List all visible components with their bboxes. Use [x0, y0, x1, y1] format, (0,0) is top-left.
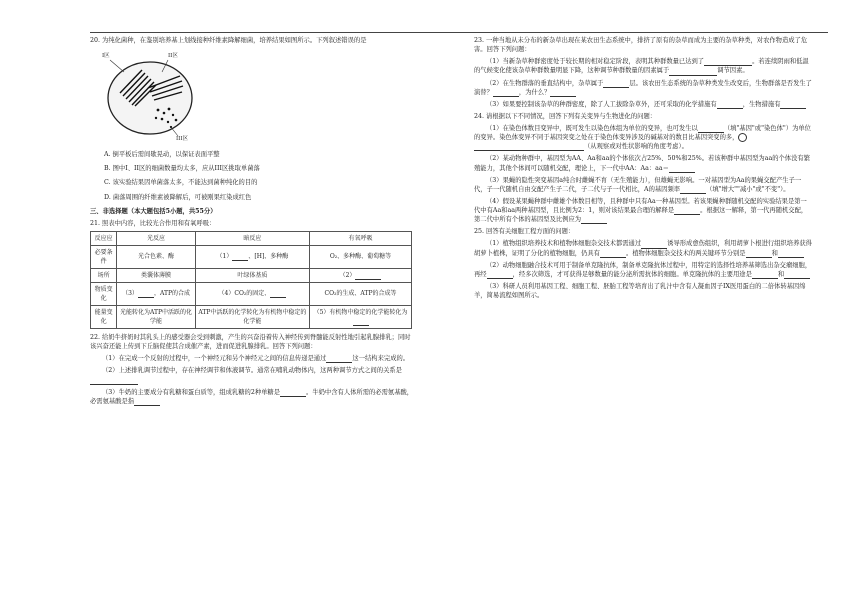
answer-blank[interactable]: [90, 378, 138, 385]
table-cell: （3） ，ATP的合成: [117, 282, 196, 305]
table-cell: 类囊体薄膜: [117, 268, 196, 282]
q25-part-3: （3）科研人员利用基因工程、细胞工程、胚胎工程等培育出了乳汁中含有人凝血因子IX医用蛋白的二倍体转基因绵羊，简易流程如图所示。: [474, 282, 806, 299]
answer-blank[interactable]: [746, 251, 772, 258]
answer-blank[interactable]: [680, 187, 706, 194]
q22-stem: 22. 给奶牛挤奶时其乳头上的感受器会受到刺激，产生的兴奋沿着传入神经传到脊髓能反射性地引起乳腺排乳；同时该兴奋还能上传到下丘脑促使其合成催产素，进而促进乳腺排乳。回答下列问题：: [90, 333, 411, 350]
table-row: [91, 245, 412, 268]
answer-blank-2[interactable]: [355, 273, 381, 280]
answer-blank-3[interactable]: [138, 291, 154, 298]
answer-blank[interactable]: [674, 208, 700, 215]
q23-part-1: （1）当新杂草种群密度处于较长期的相对稳定阶段，表明其种群数量已达到了 。若连续阴雨和低温的气候变化使该杂草种群数量明显下降，这种调节种群数量的因素属于 调节因素。: [474, 58, 809, 75]
table-cell: （5）有机物中稳定的化学能转化为: [310, 305, 412, 328]
q23-part-2: （2）在生物群落的垂直结构中，杂草属于 层。该农田生态系统的杂草种类发生改变后，生物群落是否发生了演替？ ，为什么？: [474, 79, 812, 96]
row-label: 必要条件: [91, 245, 117, 268]
table-header-cell: 反应应: [91, 231, 117, 245]
answer-blank[interactable]: [581, 217, 607, 224]
table-cell: CO₂的生成、ATP的合成等: [310, 282, 412, 305]
answer-blank[interactable]: [784, 272, 810, 279]
q22-part-3: （3）牛奶的主要成分有乳糖和蛋白质等，组成乳糖的2种单糖是 。牛奶中含有人体所需的必需氨基酸，必需氨基酸是指: [90, 388, 414, 405]
petri-dish-drawing: [90, 48, 210, 150]
table-header-cell: 光反应: [117, 231, 196, 245]
right-column: [474, 36, 812, 303]
q21-comparison-table: [90, 231, 412, 329]
q23-stem: 23. 一种当地从未分布的新杂草出现在某农田生态系统中，排挤了原有的杂草而成为主要的杂草种类，对农作物造成了危害。回答下列问题：: [474, 37, 808, 54]
q22-part-1: （1）在完成一个反射的过程中，一个神经元和另个神经元之间的信息传递是通过 这一结构来完成的。: [102, 355, 410, 363]
q25-part-1: （1）植物组织培养技术和植物体细胞杂交技术都需通过 诱导形成愈伤组织，利用胡萝卜根进行组织培养获得胡萝卜植株，证明了分化的植物细胞，仍具有 。植物体细胞杂交技术的两关键环节分别是 和: [474, 240, 812, 257]
q24-part-1: （1）在染色体数目变异中，既可发生以染色体组为单位的变异，也可发生以 （填"基因"或"染色体"）为单位的变异。染色体变异不同于基因突变之处在于染色体变异涉及的碱基对的数目比基因突变的多，（从观察或对性状影响的角度考虑）。: [474, 125, 811, 151]
answer-blank[interactable]: [280, 390, 306, 397]
table-row: [91, 305, 412, 328]
table-cell: 光合色素、酶: [117, 245, 196, 268]
table-cell: ATP中活跃的化学转化为有机物中稳定的化学能: [195, 305, 309, 328]
row-label: 物质变化: [91, 282, 117, 305]
answer-blank[interactable]: [717, 102, 743, 109]
answer-blank[interactable]: [704, 59, 752, 66]
q23-part-3: （3）如果要控制该杂草的种群密度，除了人工拔除杂草外，还可采取的化学措施有 ，生物措施有: [474, 100, 812, 109]
table-cell: （1） 、[H]、多种酶: [195, 245, 309, 268]
q20-option-a: A. 倒平板后需间歇晃动，以保证表面平整: [104, 151, 220, 159]
answer-blank[interactable]: [698, 126, 724, 133]
answer-blank-1[interactable]: [232, 254, 248, 261]
answer-blank[interactable]: [603, 81, 629, 88]
q25-stem: 25. 回答有关细胞工程方面的问题：: [474, 228, 575, 236]
header-rule: [90, 32, 828, 33]
table-row: [91, 268, 412, 282]
answer-blank[interactable]: [778, 251, 804, 258]
table-cell: 光能转化为ATP中活跃的化学能: [117, 305, 196, 328]
answer-blank[interactable]: [550, 90, 576, 97]
table-header-cell: 暗反应: [195, 231, 309, 245]
circled-number-2-icon: [738, 133, 747, 142]
answer-blank[interactable]: [600, 251, 626, 258]
answer-blank-4[interactable]: [270, 291, 286, 298]
q21-stem: 21. 照表中内容，比较光合作用和有氧呼吸：: [90, 219, 216, 227]
q24-stem: 24. 请根据以下不同情况，回答下列有关变异与生物进化的问题：: [474, 112, 657, 120]
answer-blank[interactable]: [641, 242, 667, 249]
row-label: 场所: [91, 268, 117, 282]
q20-stem: 20. 为纯化菌种，在鉴别培养基上划线接种纤维素降解细菌，培养结果如图所示。下列叙述错误的是: [90, 37, 367, 44]
answer-blank[interactable]: [493, 90, 519, 97]
table-cell: O₂、多种酶、葡萄糖等: [310, 245, 412, 268]
region-label-3: III区: [176, 136, 189, 143]
answer-blank[interactable]: [326, 356, 352, 363]
table-cell: 叶绿体基质: [195, 268, 309, 282]
answer-blank[interactable]: [487, 272, 513, 279]
answer-blank[interactable]: [780, 102, 806, 109]
left-column: [90, 36, 415, 409]
region-label-1: I区: [102, 53, 110, 60]
table-cell: （2）: [310, 268, 412, 282]
q24-part-4: （4）假设某果蝇种群中雌雄个体数目相等，且种群中只有Aa一种基因型。若该果蝇种群随机交配的实验结果是第一代中有Aa和aa两种基因型，且比例为2：1，则对该结果最合理的解释是 。根据这一解释，第一代再随机交配，第二代中所有个体的基因型及比例应为: [474, 197, 808, 224]
answer-blank-5[interactable]: [353, 319, 369, 326]
q24-part-2: （2）某动物种群中，基因型为AA、Aa和aa的个体依次占25%、50%和25%。若该种群中基因型为aa的个体没有繁殖能力，其他个体间可以随机交配，理论上，下一代中AA：Aa：aa＝: [474, 155, 810, 172]
table-cell: （4）CO₂的固定、: [195, 282, 309, 305]
q25-part-2: （2）动物细胞融合技术可用于制备单克隆抗体，制备单克隆抗体过程中，用特定的选择性培养基筛选出杂交瘤细胞，再经 ，经多次筛选，才可获得足够数量的能分泌所需抗体的细胞。单克隆抗体的主要用途是 和: [474, 261, 812, 278]
table-row: [91, 282, 412, 305]
answer-blank[interactable]: [474, 144, 584, 151]
petri-dish-outline: [108, 62, 192, 134]
table-header-row: [91, 231, 412, 245]
table-header-cell: 有氧呼吸: [310, 231, 412, 245]
q22-part-2: （2）上述排乳调节过程中，存在神经调节和体液调节。通常在哺乳动物体内，这两种调节方式之间的关系是: [90, 366, 415, 384]
q20-option-d: D. 菌落周围的纤维素被降解后，可被刚果红染成红色: [104, 193, 252, 201]
q20-option-c: C. 该实验结果因单菌落太多，不能达到菌种纯化的目的: [104, 179, 258, 187]
region-label-2: II区: [168, 53, 178, 60]
section-3-title: 三、非选择题（本大题包括5小题，共55分）: [90, 207, 217, 215]
answer-blank[interactable]: [752, 272, 778, 279]
q24-part-3: （3）果蝇的隐性突变基因a纯合时雌蝇不育（无生殖能力），但雄蝇无影响。一对基因型为Aa的果蝇交配产生子一代，子一代随机自由交配产生子二代，子二代与子一代相比，A的基因频率 （填"增大""减小"或"不变"）。: [474, 176, 802, 193]
answer-blank[interactable]: [134, 399, 160, 406]
row-label: 能量变化: [91, 305, 117, 328]
answer-blank[interactable]: [669, 166, 695, 173]
q20-petri-dish-figure: [90, 48, 415, 150]
q20-option-b: B. 图中I、II区的细菌数量均太多，应从III区挑取单菌落: [104, 165, 260, 173]
answer-blank[interactable]: [669, 69, 717, 76]
